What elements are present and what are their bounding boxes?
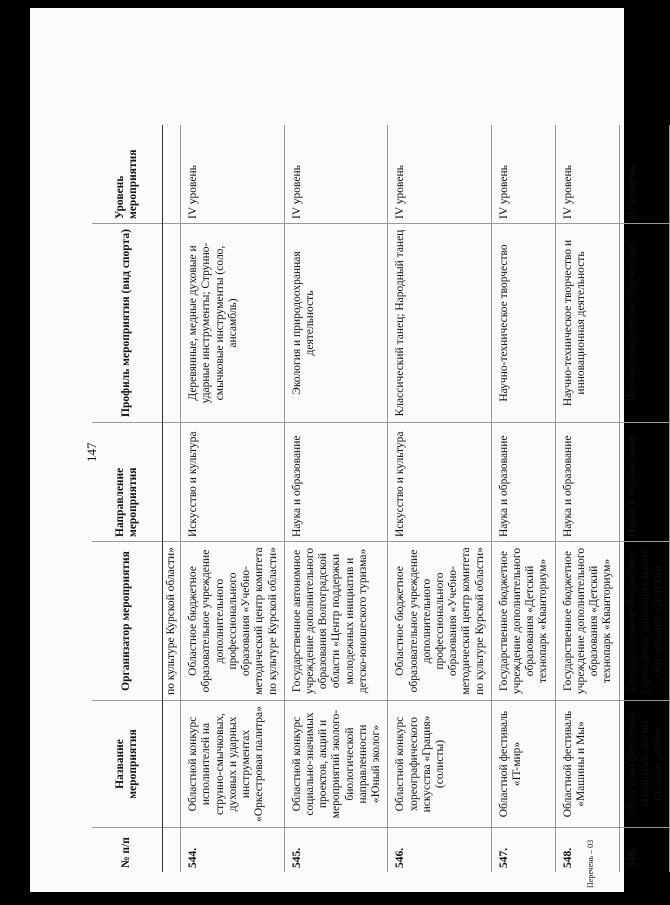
- page-number: 147: [84, 442, 99, 462]
- row-name: Областной фестиваль «IT-мир»: [491, 701, 555, 828]
- row-num: 546.: [388, 828, 492, 873]
- row-level: IV уровень: [619, 125, 670, 224]
- header-direction: Направление мероприятия: [92, 423, 163, 542]
- row-organizer: Государственное автономное учреждение дополнительного образования Волгоградской области «Центр поддержки молодежных инициатив и детско-юношеского туризма»: [284, 542, 388, 701]
- row-level: IV уровень: [181, 125, 285, 224]
- row-direction: Наука и образование: [284, 423, 388, 542]
- footer-note: Перечень – 03: [586, 839, 595, 888]
- rotated-sheet: [30, 8, 664, 892]
- row-direction: Искусство и культура: [181, 423, 285, 542]
- continuation-row: [163, 125, 181, 872]
- continuation-text: по культуре Курской области»: [163, 542, 181, 701]
- document-page: [30, 8, 664, 892]
- row-profile: Деревянные, медные духовые и ударные инструменты; Струнно-смычковые инструменты (соло, ансамбль): [181, 224, 285, 423]
- row-profile: Классический танец; Народный танец: [388, 224, 492, 423]
- row-name: Областной конкурс социально-значимых проектов, акций и мероприятий эколого-биологической направленности «Юный эколог»: [284, 701, 388, 828]
- header-num: № п/п: [92, 828, 163, 873]
- row-organizer: Областное бюджетное образовательное учреждение дополнительного профессионального образования «Учебно-методический центр комитета по культуре Курской области»: [388, 542, 492, 701]
- table-row: [388, 125, 492, 872]
- row-organizer: Областное бюджетное образовательное учреждение дополнительного профессионального образования «Учебно-методический центр комитета по культуре Курской области»: [181, 542, 285, 701]
- row-num: 544.: [181, 828, 285, 873]
- row-organizer: Государственное бюджетное учреждение дополнительного образования «Детский технопарк «Кванториум»: [555, 542, 619, 701]
- header-level: Уровень мероприятия: [92, 125, 163, 224]
- row-num: 549.: [619, 828, 670, 873]
- header-name: Название мероприятия: [92, 701, 163, 828]
- table-row: [555, 125, 619, 872]
- row-name: Областной конкурс хореографического искусства «Грация» (солисты): [388, 701, 492, 828]
- header-profile: Профиль мероприятия (вид спорта): [92, 224, 163, 423]
- table-row: [284, 125, 388, 872]
- row-level: IV уровень: [388, 125, 492, 224]
- row-organizer: Государственное бюджетное учреждение дополнительного образования «Детский: [619, 542, 670, 701]
- row-num: 548.: [555, 828, 619, 873]
- row-num: 545.: [284, 828, 388, 873]
- row-direction: Наука и образование: [619, 423, 670, 542]
- row-direction: Искусство и культура: [388, 423, 492, 542]
- table-row: [491, 125, 555, 872]
- table-row: [181, 125, 285, 872]
- row-direction: Наука и образование: [491, 423, 555, 542]
- row-level: IV уровень: [555, 125, 619, 224]
- row-profile: Научно-техническое творчество: [491, 224, 555, 423]
- row-organizer: Государственное бюджетное учреждение дополнительного образования «Детский технопарк «Кванториум»: [491, 542, 555, 701]
- row-profile: Научно-техническое творчество и инновационная деятельность: [555, 224, 619, 423]
- row-name: Областной фестиваль «Нанотехнологии глазами детей»: [619, 701, 670, 828]
- table-row: [619, 125, 670, 872]
- row-level: IV уровень: [284, 125, 388, 224]
- row-profile: Научно-техническое творчество: [619, 224, 670, 423]
- header-organizer: Организатор мероприятия: [92, 542, 163, 701]
- row-level: IV уровень: [491, 125, 555, 224]
- row-name: Областной фестиваль «Машины и Мы»: [555, 701, 619, 828]
- table-header-row: [92, 125, 163, 872]
- row-profile: Экология и природоохранная деятельность: [284, 224, 388, 423]
- row-name: Областной конкурс исполнителей на струнно-смычковых, духовых и ударных инструментах «Оркестровая палитра»: [181, 701, 285, 828]
- row-num: 547.: [491, 828, 555, 873]
- row-direction: Наука и образование: [555, 423, 619, 542]
- events-table: [92, 125, 670, 872]
